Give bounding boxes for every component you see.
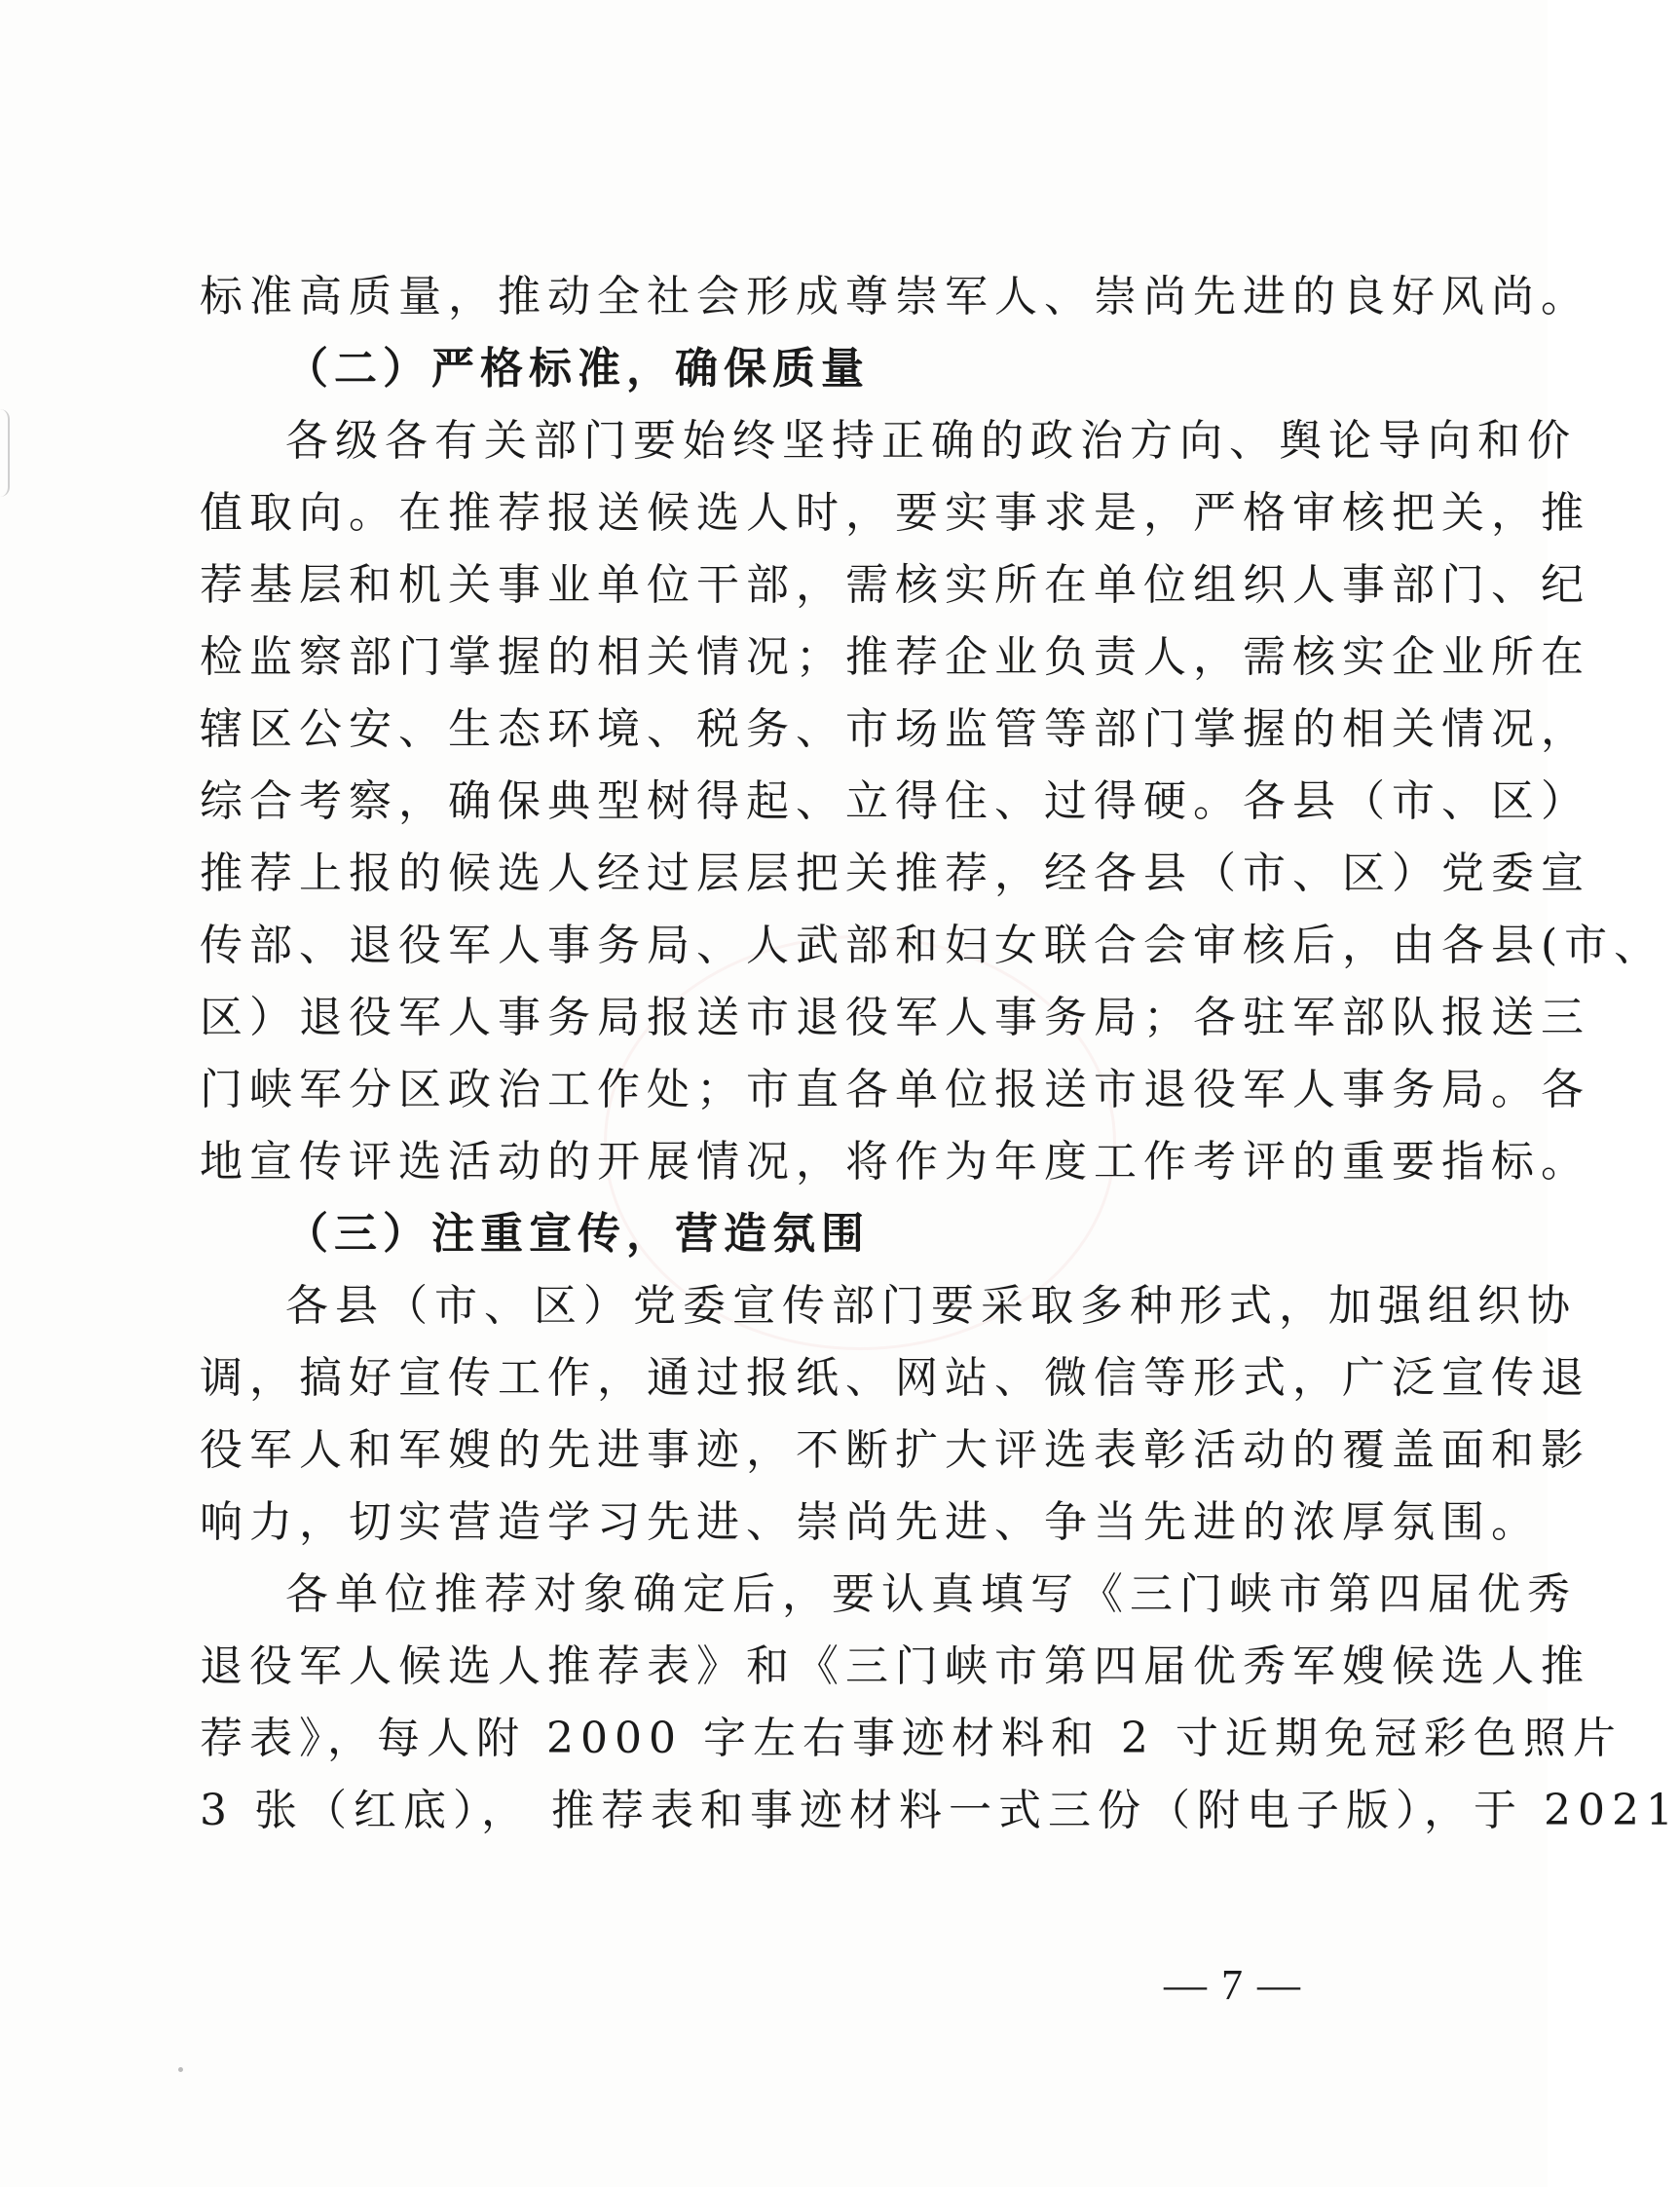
section-heading: （三）注重宣传，营造氛围 [285,1209,870,1259]
paragraph-first-line: 各单位推荐对象确定后，要认真填写《三门峡市第四届优秀 [285,1569,1577,1619]
body-text [200,261,1680,1847]
text-line: 响力，切实营造学习先进、崇尚先进、争当先进的浓厚氛围。 [200,1497,1541,1547]
text-line: 辖区公安、生态环境、税务、市场监管等部门掌握的相关情况， [200,704,1590,754]
binding-edge-mark [0,409,10,497]
paragraph-first-line: 各县（市、区）党委宣传部门要采取多种形式，加强组织协 [285,1281,1577,1331]
text-line: 门峡军分区政治工作处；市直各单位报送市退役军人事务局。各 [200,1065,1590,1114]
text-line: 荐表》，每人附 2000 字左右事迹材料和 2 寸近期免冠彩色照片 [200,1714,1623,1763]
text-line: 值取向。在推荐报送候选人时，要实事求是，严格审核把关，推 [200,488,1590,538]
text-line: 传部、退役军人事务局、人武部和妇女联合会审核后，由各县(市、 [200,921,1664,970]
text-line: 检监察部门掌握的相关情况；推荐企业负责人，需核实企业所在 [200,632,1590,682]
text-line: 综合考察，确保典型树得起、立得住、过得硬。各县（市、区） [200,776,1590,826]
text-line: 退役军人候选人推荐表》和《三门峡市第四届优秀军嫂候选人推 [200,1641,1590,1691]
text-line: 役军人和军嫂的先进事迹，不断扩大评选表彰活动的覆盖面和影 [200,1425,1590,1475]
text-line: 调，搞好宣传工作，通过报纸、网站、微信等形式，广泛宣传退 [200,1353,1590,1403]
section-heading: （二）严格标准，确保质量 [285,344,870,394]
text-line: 3 张（红底）， 推荐表和事迹材料一式三份（附电子版），于 2021 [200,1786,1680,1835]
text-line: 区）退役军人事务局报送市退役军人事务局；各驻军部队报送三 [200,993,1590,1042]
page-number: — 7 — [1164,1961,1302,2009]
scan-speck [178,2067,183,2072]
paragraph-first-line: 各级各有关部门要始终坚持正确的政治方向、舆论导向和价 [285,416,1577,466]
text-line: 推荐上报的候选人经过层层把关推荐，经各县（市、区）党委宣 [200,848,1590,898]
text-line: 荐基层和机关事业单位干部，需核实所在单位组织人事部门、纪 [200,560,1590,610]
text-line: 地宣传评选活动的开展情况，将作为年度工作考评的重要指标。 [200,1137,1590,1187]
text-line: 标准高质量，推动全社会形成尊崇军人、崇尚先进的良好风尚。 [200,272,1590,321]
